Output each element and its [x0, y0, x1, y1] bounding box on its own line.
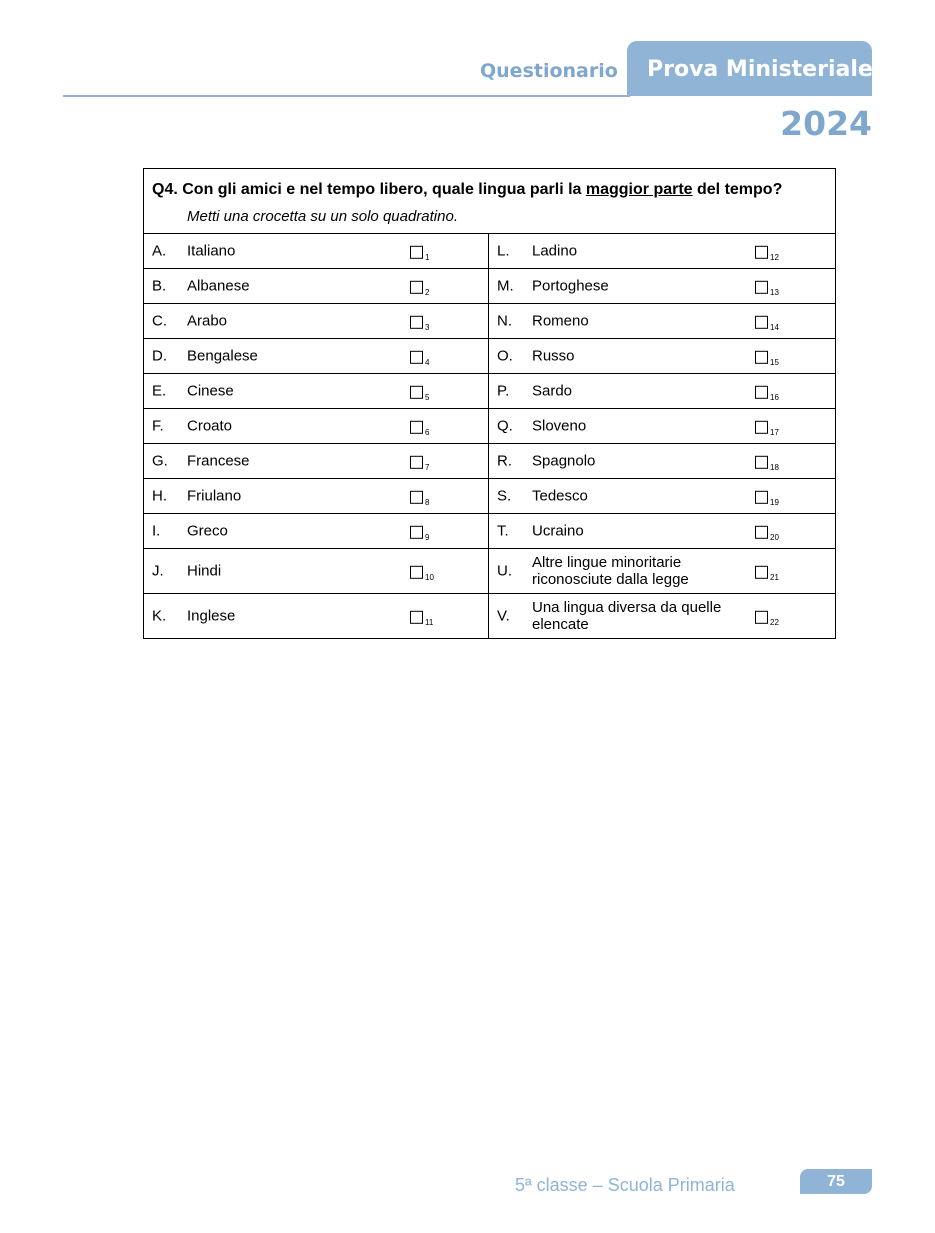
option-cell	[144, 304, 489, 339]
option-checkbox[interactable]	[755, 491, 768, 504]
option-number: 14	[770, 323, 779, 332]
option-letter: R.	[497, 452, 512, 470]
option-cell	[489, 304, 836, 339]
option-letter: N.	[497, 312, 512, 330]
option-letter: C.	[152, 312, 167, 330]
option-cell	[144, 444, 489, 479]
option-checkbox[interactable]	[755, 351, 768, 364]
option-cell	[144, 514, 489, 549]
option-number: 6	[425, 428, 430, 437]
option-checkbox[interactable]	[755, 386, 768, 399]
option-number: 21	[770, 573, 779, 582]
option-letter: G.	[152, 452, 168, 470]
option-number: 11	[425, 618, 434, 627]
option-label: Inglese	[187, 607, 236, 625]
option-checkbox[interactable]	[410, 316, 423, 329]
option-letter: A.	[152, 242, 167, 260]
option-row	[144, 339, 836, 374]
header-rule	[63, 95, 630, 97]
option-letter: S.	[497, 487, 512, 505]
option-letter: V.	[497, 607, 510, 625]
option-cell	[144, 374, 489, 409]
option-label: Tedesco	[532, 487, 588, 505]
option-number: 22	[770, 618, 779, 627]
option-checkbox[interactable]	[410, 386, 423, 399]
option-row	[144, 374, 836, 409]
option-row	[144, 269, 836, 304]
options-body	[144, 234, 836, 639]
option-checkbox[interactable]	[755, 281, 768, 294]
option-cell	[144, 549, 489, 594]
option-letter: L.	[497, 242, 510, 260]
option-checkbox[interactable]	[410, 491, 423, 504]
option-letter: J.	[152, 562, 164, 580]
option-number: 8	[425, 498, 430, 507]
option-cell	[144, 234, 489, 269]
option-checkbox[interactable]	[755, 456, 768, 469]
option-number: 13	[770, 288, 779, 297]
option-cell	[489, 549, 836, 594]
option-checkbox[interactable]	[755, 246, 768, 259]
option-label: Greco	[187, 522, 228, 540]
option-cell	[144, 409, 489, 444]
option-row	[144, 304, 836, 339]
option-number: 4	[425, 358, 430, 367]
option-number: 20	[770, 533, 779, 542]
option-letter: E.	[152, 382, 167, 400]
option-checkbox[interactable]	[755, 566, 768, 579]
option-cell	[489, 269, 836, 304]
option-row	[144, 234, 836, 269]
option-label: Croato	[187, 417, 233, 435]
option-number: 3	[425, 323, 430, 332]
option-label: Francese	[187, 452, 250, 470]
option-row	[144, 594, 836, 639]
option-number: 18	[770, 463, 779, 472]
option-checkbox[interactable]	[755, 526, 768, 539]
option-row	[144, 549, 836, 594]
option-cell	[489, 594, 836, 639]
option-number: 12	[770, 253, 779, 262]
option-checkbox[interactable]	[410, 526, 423, 539]
option-checkbox[interactable]	[755, 421, 768, 434]
option-row	[144, 444, 836, 479]
option-letter: H.	[152, 487, 167, 505]
option-letter: K.	[152, 607, 167, 625]
option-letter: U.	[497, 562, 512, 580]
option-label: Hindi	[187, 562, 222, 580]
option-row	[144, 479, 836, 514]
option-number: 10	[425, 573, 434, 582]
section-label: Questionario	[480, 60, 618, 82]
page-number: 75	[800, 1169, 872, 1194]
option-letter: P.	[497, 382, 510, 400]
option-number: 7	[425, 463, 430, 472]
option-label: Arabo	[187, 312, 228, 330]
option-letter: M.	[497, 277, 514, 295]
option-cell	[144, 339, 489, 374]
header-tab-label: Prova Ministeriale	[647, 57, 873, 82]
option-checkbox[interactable]	[410, 421, 423, 434]
question-table	[143, 168, 836, 639]
option-letter: B.	[152, 277, 167, 295]
option-number: 15	[770, 358, 779, 367]
option-label: Albanese	[187, 277, 250, 295]
option-label: Una lingua diversa da quelle elencate	[532, 599, 722, 633]
option-number: 19	[770, 498, 779, 507]
question-title: Q4. Con gli amici e nel tempo libero, quale lingua parli la maggior parte del tempo?	[152, 181, 783, 198]
option-number: 1	[425, 253, 430, 262]
option-cell	[489, 374, 836, 409]
option-cell	[489, 339, 836, 374]
option-checkbox[interactable]	[410, 351, 423, 364]
option-checkbox[interactable]	[410, 281, 423, 294]
option-label: Romeno	[532, 312, 589, 330]
option-label: Sloveno	[532, 417, 587, 435]
option-number: 17	[770, 428, 779, 437]
option-label: Sardo	[532, 382, 573, 400]
option-cell	[489, 234, 836, 269]
header-year: 2024	[780, 104, 872, 143]
option-row	[144, 514, 836, 549]
option-label: Ucraino	[532, 522, 584, 540]
option-label: Cinese	[187, 382, 234, 400]
option-cell	[144, 594, 489, 639]
option-letter: D.	[152, 347, 167, 365]
option-label: Bengalese	[187, 347, 258, 365]
option-cell	[489, 514, 836, 549]
option-checkbox[interactable]	[410, 566, 423, 579]
question-instruction: Metti una crocetta su un solo quadratino.	[187, 208, 458, 225]
option-label: Russo	[532, 347, 575, 365]
option-cell	[144, 479, 489, 514]
option-label: Ladino	[532, 242, 578, 260]
question-header	[144, 169, 836, 234]
option-label: Friulano	[187, 487, 242, 505]
option-letter: I.	[152, 522, 161, 540]
option-number: 16	[770, 393, 779, 402]
option-checkbox[interactable]	[755, 316, 768, 329]
option-checkbox[interactable]	[410, 611, 423, 624]
option-checkbox[interactable]	[410, 456, 423, 469]
option-number: 9	[425, 533, 430, 542]
option-cell	[489, 479, 836, 514]
option-number: 5	[425, 393, 430, 402]
footer-class-label: 5ª classe – Scuola Primaria	[515, 1175, 735, 1195]
option-label: Spagnolo	[532, 452, 596, 470]
option-label: Portoghese	[532, 277, 609, 295]
option-number: 2	[425, 288, 430, 297]
option-checkbox[interactable]	[755, 611, 768, 624]
option-checkbox[interactable]	[410, 246, 423, 259]
option-letter: F.	[152, 417, 164, 435]
option-label: Altre lingue minoritarie riconosciute dalla legge	[532, 554, 689, 588]
option-row	[144, 409, 836, 444]
option-cell	[489, 444, 836, 479]
option-letter: Q.	[497, 417, 513, 435]
option-label: Italiano	[187, 242, 236, 260]
option-cell	[489, 409, 836, 444]
option-letter: T.	[497, 522, 509, 540]
option-letter: O.	[497, 347, 513, 365]
question-title-emphasis: maggior parte	[585, 181, 693, 198]
option-cell	[144, 269, 489, 304]
